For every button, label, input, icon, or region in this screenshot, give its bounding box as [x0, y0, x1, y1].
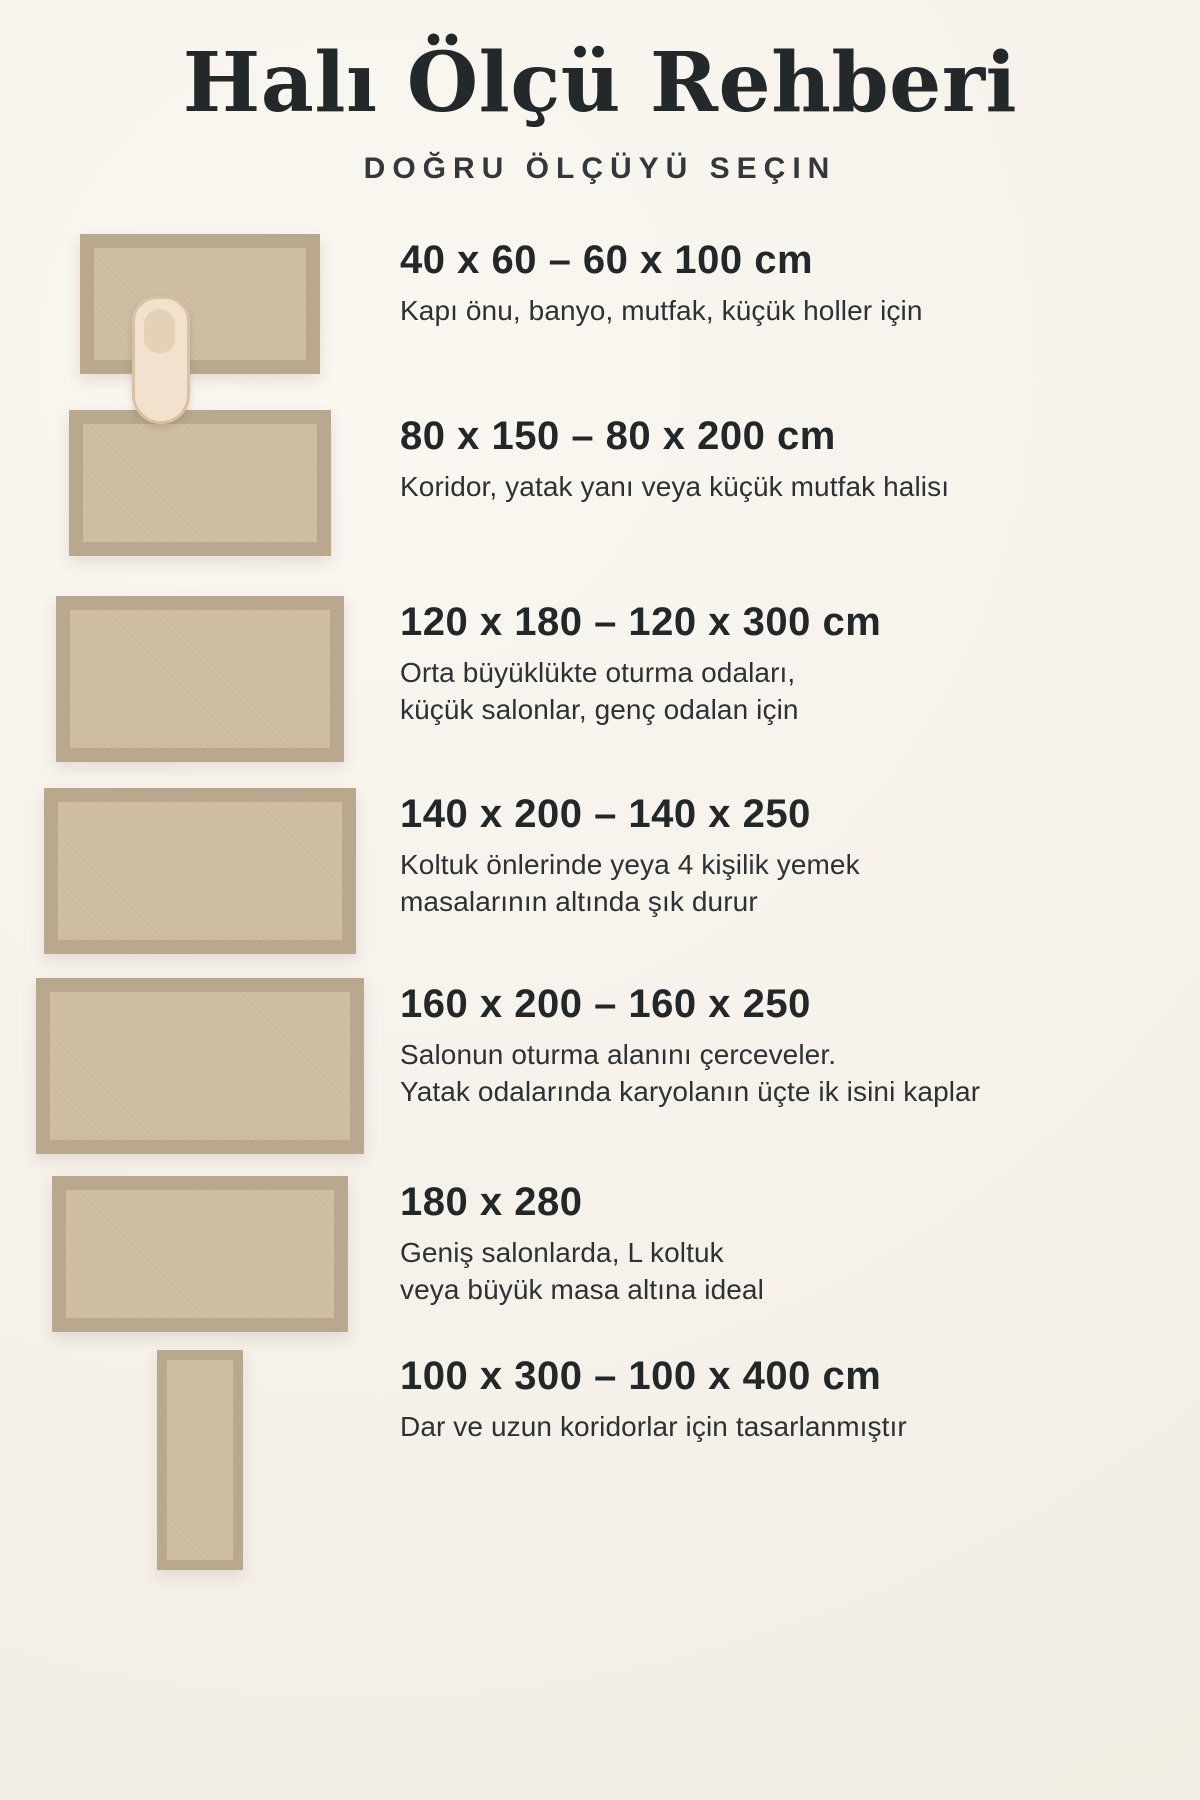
- rug-description: [400, 847, 1200, 921]
- rug-info: [400, 1176, 1200, 1309]
- rug-illustration-cell: [0, 978, 400, 1154]
- rug-shape: [56, 596, 344, 762]
- rug-size-label: 80 x 150 – 80 x 200 cm: [400, 414, 836, 459]
- rug-info: [400, 788, 1200, 921]
- list-item: [0, 1176, 1200, 1332]
- list-item: [0, 788, 1200, 954]
- page-subtitle: DOĞRU ÖLÇÜYÜ SEÇIN: [363, 152, 837, 186]
- rug-description: [400, 1235, 1200, 1309]
- rug-illustration-cell: [0, 596, 400, 762]
- rug-description-line: Orta büyüklükte oturma odaları,: [400, 656, 796, 688]
- rug-shape: [69, 410, 331, 556]
- rug-description-line: veya büyük masa altına ideal: [400, 1273, 764, 1305]
- rug-info: [400, 1350, 1200, 1446]
- rug-description: [400, 655, 1200, 729]
- list-item: [0, 1350, 1200, 1570]
- rug-description: [400, 1037, 1200, 1111]
- rug-info: [400, 234, 1200, 330]
- rug-description-line: Koltuk önlerinde yeya 4 kişilik yemek: [400, 848, 860, 880]
- rug-size-label: 40 x 60 – 60 x 100 cm: [400, 238, 814, 283]
- rug-description-line: Salonun oturma alanını çerceveler.: [400, 1038, 837, 1070]
- rug-description: [400, 293, 1200, 330]
- rug-info: [400, 978, 1200, 1111]
- rug-shape: [80, 234, 320, 374]
- rug-illustration-cell: [0, 410, 400, 556]
- list-item: [0, 410, 1200, 556]
- rug-info: [400, 410, 1200, 506]
- rug-illustration-cell: [0, 788, 400, 954]
- rug-description: [400, 469, 1200, 506]
- rug-shape: [36, 978, 364, 1154]
- rug-shape: [157, 1350, 243, 1570]
- rug-info: [400, 596, 1200, 729]
- rug-description-line: masalarının altında şık durur: [400, 885, 758, 917]
- rug-illustration-cell: [0, 1350, 400, 1570]
- rug-shape: [52, 1176, 348, 1332]
- rug-size-label: 160 x 200 – 160 x 250: [400, 982, 811, 1027]
- rug-shape: [44, 788, 356, 954]
- rug-description-line: Dar ve uzun koridorlar için tasarlanmıştır: [400, 1410, 907, 1442]
- header: [0, 0, 1200, 186]
- rug-size-label: 100 x 300 – 100 x 400 cm: [400, 1354, 882, 1399]
- list-item: [0, 978, 1200, 1154]
- rug-description-line: küçük salonlar, genç odalan için: [400, 693, 799, 725]
- rug-description: [400, 1409, 1200, 1446]
- rug-size-label: 140 x 200 – 140 x 250: [400, 792, 811, 837]
- slipper-icon: [132, 296, 190, 424]
- rug-size-label: 180 x 280: [400, 1180, 583, 1225]
- rug-description-line: Yatak odalarında karyolanın üçte ik isini kaplar: [400, 1075, 981, 1107]
- rug-description-line: Koridor, yatak yanı veya küçük mutfak halisı: [400, 470, 950, 502]
- rug-description-line: Kapı önu, banyo, mutfak, küçük holler için: [400, 294, 923, 326]
- rug-description-line: Geniş salonlarda, L koltuk: [400, 1236, 724, 1268]
- page-title: Halı Ölçü Rehberi: [182, 35, 1018, 131]
- list-item: [0, 234, 1200, 374]
- rug-illustration-cell: [0, 234, 400, 374]
- size-guide-list: [0, 234, 1200, 1570]
- rug-illustration-cell: [0, 1176, 400, 1332]
- rug-size-label: 120 x 180 – 120 x 300 cm: [400, 600, 882, 645]
- list-item: [0, 596, 1200, 762]
